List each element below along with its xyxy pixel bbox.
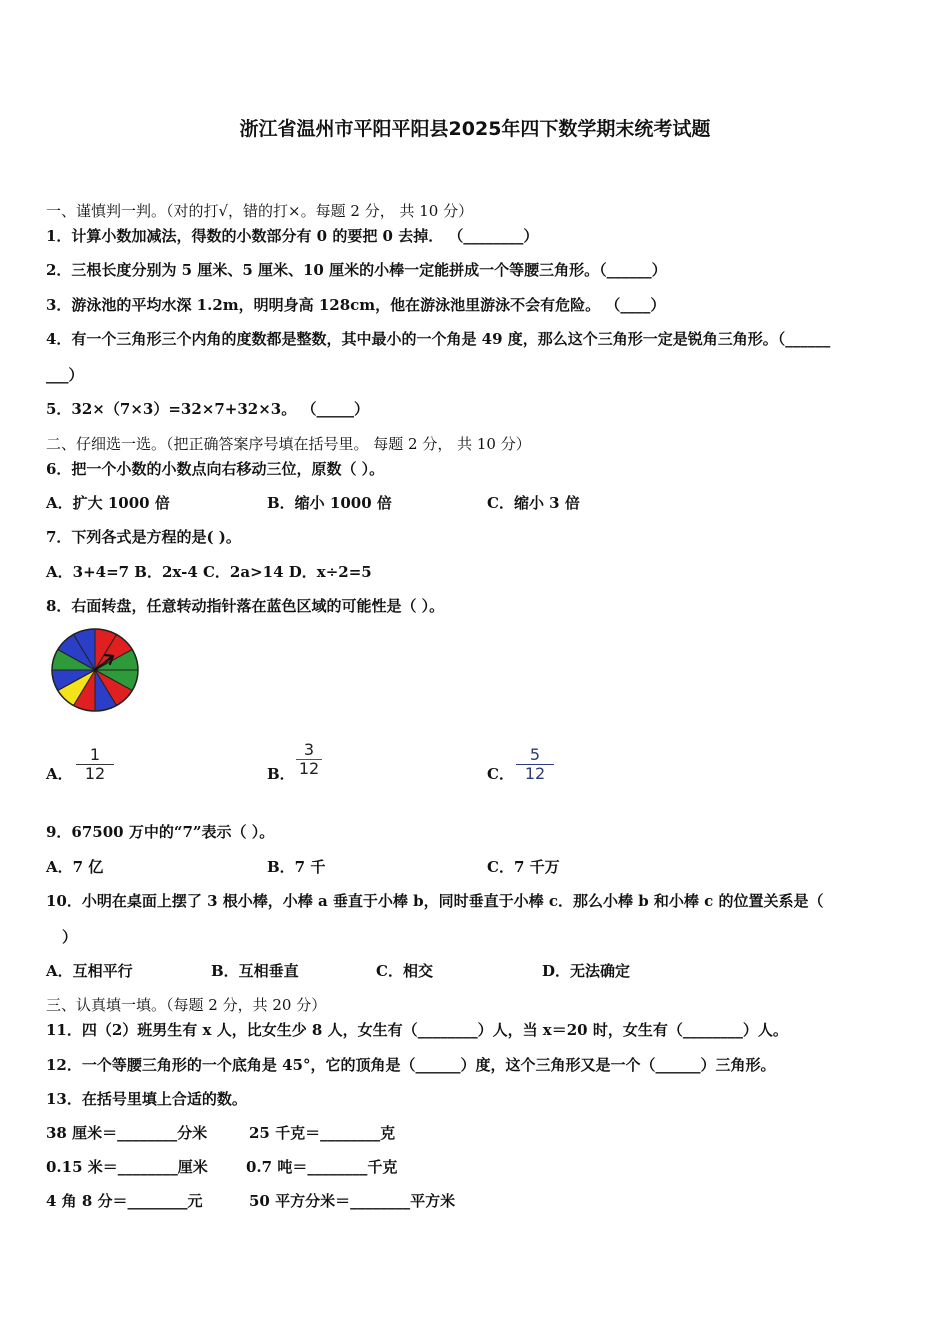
question-10-continuation: ） [62, 928, 78, 946]
q8-option-b-fraction [296, 741, 322, 778]
question-5: 5．32×（7×3）=32×7+32×3。 （_____） [46, 400, 369, 418]
q10-option-b: B．互相垂直 [211, 962, 299, 980]
q7-options: A．3+4=7 B．2x-4 C．2a>14 D．x÷2=5 [46, 563, 372, 581]
q10-option-d: D．无法确定 [542, 962, 631, 980]
section-heading-2: 二、仔细选一选。（把正确答案序号填在括号里。 每题 2 分， 共 10 分） [46, 435, 531, 453]
question-13: 13．在括号里填上合适的数。 [46, 1090, 247, 1108]
question-4-continuation: ___） [46, 366, 84, 384]
section-heading-3: 三、认真填一填。（每题 2 分，共 20 分） [46, 996, 327, 1014]
question-3: 3．游泳池的平均水深 1.2m，明明身高 128cm，他在游泳池里游泳不会有危险。 （____） [46, 296, 666, 314]
spinner-wheel-image [50, 628, 140, 712]
question-1: 1．计算小数加减法，得数的小数部分有 0 的要把 0 去掉． （________） [46, 227, 539, 245]
q13-item-2: 25 千克＝________克 [249, 1124, 396, 1142]
q6-option-c: C．缩小 3 倍 [487, 494, 580, 512]
question-2: 2．三根长度分别为 5 厘米、5 厘米、10 厘米的小棒一定能拼成一个等腰三角形。（______） [46, 261, 667, 279]
question-9: 9．67500 万中的“7”表示（ ）。 [46, 823, 275, 841]
question-4: 4．有一个三角形三个内角的度数都是整数，其中最小的一个角是 49 度，那么这个三角形一定是锐角三角形。（______ [46, 330, 831, 348]
q9-option-c: C．7 千万 [487, 858, 560, 876]
question-8: 8．右面转盘，任意转动指针落在蓝色区域的可能性是（ ）。 [46, 597, 445, 615]
question-10: 10．小明在桌面上摆了 3 根小棒，小棒 a 垂直于小棒 b，同时垂直于小棒 c．那么小棒 b 和小棒 c 的位置关系是（ [46, 892, 824, 910]
q10-option-c: C．相交 [376, 962, 433, 980]
q13-item-3: 0.15 米＝________厘米 [46, 1158, 208, 1176]
q8-option-c-numerator: 5 [529, 745, 541, 764]
q9-option-a: A．7 亿 [46, 858, 104, 876]
question-7: 7．下列各式是方程的是( )。 [46, 528, 241, 546]
q8-option-a-label: A． [46, 765, 73, 783]
q9-option-b: B．7 千 [267, 858, 326, 876]
q13-item-6: 50 平方分米＝________平方米 [249, 1192, 456, 1210]
q6-option-b: B．缩小 1000 倍 [267, 494, 392, 512]
question-12: 12．一个等腰三角形的一个底角是 45°，它的顶角是（______）度，这个三角形又是一个（______）三角形。 [46, 1056, 776, 1074]
section-heading-1: 一、谨慎判一判。（对的打√，错的打×。每题 2 分， 共 10 分） [46, 202, 474, 220]
q8-option-b-denominator: 12 [296, 759, 322, 778]
q13-item-4: 0.7 吨＝________千克 [246, 1158, 398, 1176]
q10-option-a: A．互相平行 [46, 962, 133, 980]
q8-option-b-numerator: 3 [303, 740, 315, 759]
question-11: 11．四（2）班男生有 x 人，比女生少 8 人，女生有（________）人，当 x＝20 时，女生有（________）人。 [46, 1021, 788, 1039]
q13-item-1: 38 厘米＝________分米 [46, 1124, 208, 1142]
q6-option-a: A．扩大 1000 倍 [46, 494, 170, 512]
question-6: 6．把一个小数的小数点向右移动三位，原数（ ）。 [46, 460, 385, 478]
q8-option-c-denominator: 12 [516, 764, 554, 783]
q8-option-a-fraction [76, 746, 114, 783]
q13-item-5: 4 角 8 分＝________元 [46, 1192, 203, 1210]
q8-option-c-label: C． [487, 765, 514, 783]
q8-option-a-denominator: 12 [76, 764, 114, 783]
q8-option-a-numerator: 1 [89, 745, 101, 764]
q8-option-c-fraction [516, 746, 554, 783]
page-title: 浙江省温州市平阳平阳县2025年四下数学期末统考试题 [239, 118, 711, 140]
q8-option-b-label: B． [267, 765, 295, 783]
